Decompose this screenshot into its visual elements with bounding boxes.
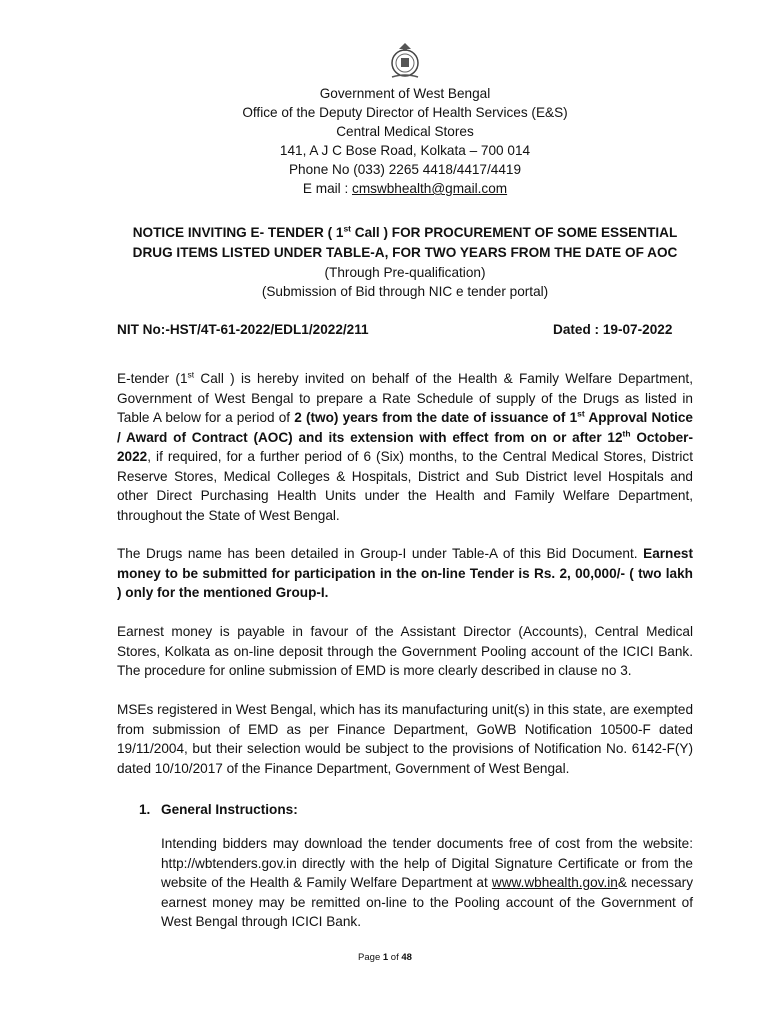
notice-title-sup: st — [343, 223, 351, 234]
para1-text-c: , if required, for a further period of 6 (Six) months, to the Central Medical Stores, District Reserve Stores, Medical Colleges & Hospitals, District and Sub District level Hospitals and other Direct Purchasing Health Units under the Health and Family Welfare Department, throughout the State of West Bengal. — [117, 449, 693, 523]
footer-page-word: Page — [358, 952, 383, 963]
footer-page-number: 1 — [382, 952, 389, 963]
page-footer — [0, 952, 770, 963]
header-line-address: 141, A J C Bose Road, Kolkata – 700 014 — [279, 143, 531, 158]
para1-sup3: th — [622, 427, 631, 438]
header-line-office: Office of the Deputy Director of Health Services (E&S) — [242, 105, 568, 120]
para1-bold2: Approval Notice / Award of Contract (AOC) and its extension with effect from on or after 12 — [117, 410, 693, 445]
email-label: E mail : — [302, 181, 353, 196]
header-line-government: Government of West Bengal — [319, 86, 491, 101]
para1-text-b: Call ) is hereby invited on behalf of the Health & Family Welfare Department, Government of West Bengal to prepare a Rate Schedule of supply of the Drugs as listed in Table A below for a period of — [117, 371, 693, 425]
section-number: 1. — [139, 802, 151, 817]
notice-title-part: NOTICE INVITING E- TENDER ( 1 — [132, 225, 344, 240]
header-line-phone: Phone No (033) 2265 4418/4417/4419 — [288, 162, 522, 177]
para2-bold: Earnest money to be submitted for participation in the on-line Tender is Rs. 2, 00,000/- ( two lakh ) only for the mentioned Group-I. — [117, 546, 693, 600]
footer-of-word: of — [388, 952, 402, 963]
paragraph-earnest-money-payment: Earnest money is payable in favour of the Assistant Director (Accounts), Central Medical Stores, Kolkata as on-line deposit through the Government Pooling account of the ICICI Bank. The procedure for online submission of EMD is more clearly described in clause no 3. — [117, 624, 693, 678]
paragraph-earnest-money-amount — [117, 544, 693, 603]
nit-number: NIT No:-HST/4T-61-2022/EDL1/2022/211 — [117, 322, 369, 337]
email-link[interactable]: cmswbhealth@gmail.com — [352, 181, 508, 196]
government-emblem-icon — [388, 40, 422, 80]
section-heading-general-instructions: General Instructions: — [161, 802, 298, 817]
para1-sup1: st — [187, 369, 195, 380]
notice-title — [100, 223, 710, 263]
notice-subtitle-prequalification: (Through Pre-qualification) — [324, 265, 486, 280]
notice-title-part-2: Call ) FOR PROCUREMENT OF SOME ESSENTIAL — [351, 225, 678, 240]
paragraph-etender-invitation — [117, 369, 693, 525]
section1-text-b: & necessary earnest money may be remitted on-line to the Pooling account of the Government of West Bengal through ICICI Bank. — [161, 875, 693, 929]
notice-subtitle-submission: (Submission of Bid through NIC e tender portal) — [261, 284, 549, 299]
header-line-email — [100, 179, 710, 199]
header-line-stores: Central Medical Stores — [336, 124, 474, 139]
para1-bold1: 2 (two) years from the date of issuance of 1 — [294, 410, 578, 425]
section-general-instructions-body — [161, 834, 693, 932]
footer-page-total: 48 — [401, 952, 412, 963]
wbhealth-link[interactable]: www.wbhealth.gov.in — [491, 875, 618, 890]
nit-date: Dated : 19-07-2022 — [553, 322, 673, 337]
para1-text-a: E-tender (1 — [117, 371, 188, 386]
para1-bold3: October-2022 — [117, 429, 693, 464]
paragraph-mse-exemption: MSEs registered in West Bengal, which has its manufacturing unit(s) in this state, are exempted from submission of EMD as per Finance Department, GoWB Notification 10500-F dated 19/11/2004, but their selection would be subject to the provisions of Notification No. 6142-F(Y) dated 10/10/2017 of the Finance Department, Government of West Bengal. — [117, 702, 693, 776]
para1-sup2: st — [577, 408, 585, 419]
notice-title-line2: DRUG ITEMS LISTED UNDER TABLE-A, FOR TWO YEARS FROM THE DATE OF AOC — [132, 245, 678, 260]
para2-text: The Drugs name has been detailed in Group-I under Table-A of this Bid Document. — [117, 546, 644, 561]
section1-text-a: Intending bidders may download the tender documents free of cost from the website: http://wbtenders.gov.in directly with the help of Digital Signature Certificate or from the website of the Health & Family Welfare Department at — [161, 836, 693, 890]
